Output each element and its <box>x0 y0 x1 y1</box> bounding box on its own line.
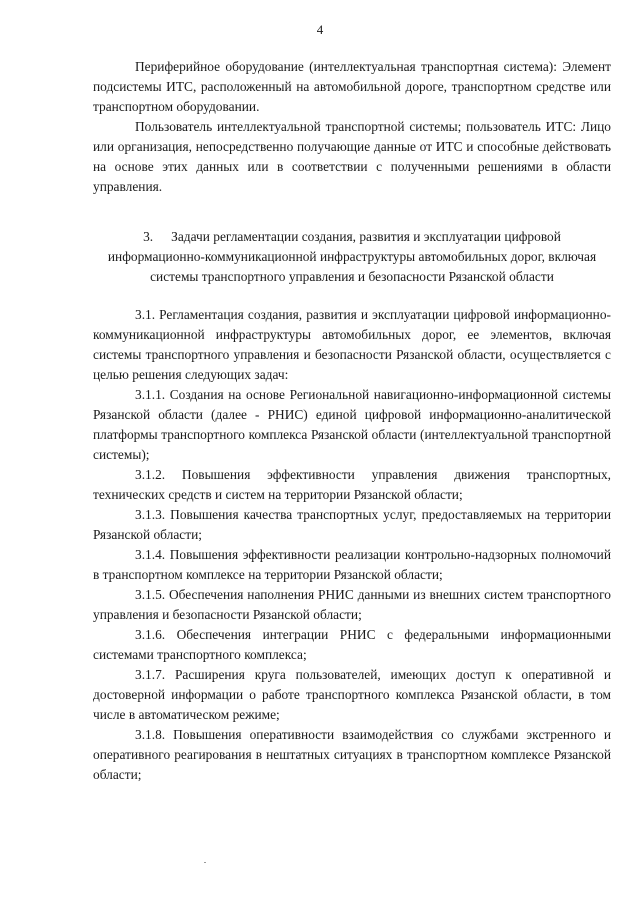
scan-speck <box>204 862 206 863</box>
clause-paragraph: 3.1.5. Обеспечения наполнения РНИС данными из внешних систем транспортного управления и безопасности Рязанской области; <box>93 587 611 622</box>
clause-paragraph: 3.1.2. Повышения эффективности управления движения транспортных, технических средств и систем на территории Рязанской области; <box>93 467 611 502</box>
clause-paragraph: 3.1.7. Расширения круга пользователей, имеющих доступ к оперативной и достоверной информации о работе транспортного комплекса Рязанской области, в том числе в автоматическом режиме; <box>93 667 611 722</box>
clause-paragraph: 3.1.3. Повышения качества транспортных услуг, предоставляемых на территории Рязанской области; <box>93 507 611 542</box>
clause-paragraph: 3.1.6. Обеспечения интеграции РНИС с федеральными информационными системами транспортного комплекса; <box>93 627 611 662</box>
definition-paragraph: Пользователь интеллектуальной транспортной системы; пользователь ИТС: Лицо или организация, непосредственно получающие данные от ИТС и способные действовать на основе этих данных или в соответствии с полученными решениями в области управления. <box>93 119 611 194</box>
page-number: 4 <box>316 22 324 37</box>
section-number: 3. <box>143 229 154 244</box>
document-body <box>93 57 611 785</box>
definition-paragraph: Периферийное оборудование (интеллектуальная транспортная система): Элемент подсистемы ИТС, расположенный на автомобильной дороге, транспортном средстве или транспортном оборудовании. <box>93 59 611 114</box>
clause-paragraph: 3.1.4. Повышения эффективности реализации контрольно-надзорных полномочий в транспортном комплексе на территории Рязанской области; <box>93 547 611 582</box>
clause-paragraph: 3.1.1. Создания на основе Региональной навигационно-информационной системы Рязанской области (далее - РНИС) единой цифровой информационно-аналитической платформы транспортного комплекса Рязанской области (интеллектуальной транспортной системы); <box>93 387 611 462</box>
clause-paragraph: 3.1. Регламентация создания, развития и эксплуатации цифровой информационно-коммуникационной инфраструктуры автомобильных дорог, ее элементов, включая системы транспортного управления и безопасности Рязанской области, осуществляется с целью решения следующих задач: <box>93 307 611 382</box>
clause-paragraph: 3.1.8. Повышения оперативности взаимодействия со службами экстренного и оперативного реагирования в нештатных ситуациях в транспортном комплексе Рязанской области; <box>93 727 611 782</box>
section-title: Задачи регламентации создания, развития и эксплуатации цифровой информационно-коммуникационной инфраструктуры автомобильных дорог, включая системы транспортного управления и безопасности Рязанской области <box>107 229 597 284</box>
section-heading <box>93 227 611 287</box>
